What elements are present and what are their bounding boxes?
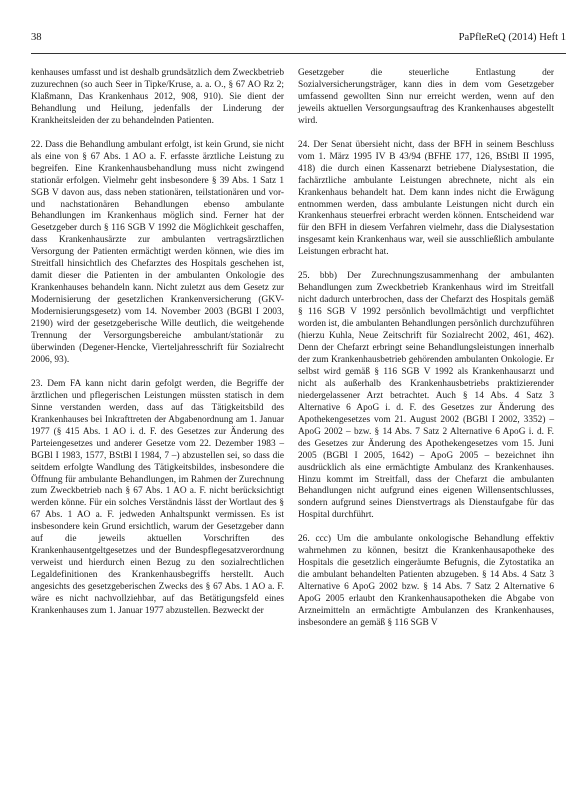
paragraph-22: 22. Dass die Behandlung ambulant erfolgt, ist kein Grund, sie nicht als eine von § 67 Abs. 1 AO a. F. erfasste ärztliche Leistung zu begreifen. Eine Krankenhausbehandlung muss nicht zwingend stationär erfolgen. Vielmehr geht insbesondere § 39 Abs. 1 Satz 1 SGB V davon aus, dass neben stationären, teilstationären und vor- und nachstationären Behandlungen ebenso ambulante Behandlungen im Krankenhaus möglich sind. Ferner hat der Gesetzgeber durch § 116 SGB V 1992 die Möglichkeit geschaffen, dass Krankenhausärzte zur ambulanten vertragsärztlichen Versorgung der Patienten ermächtigt werden können, wie dies im Streitfall hinsichtlich des Chefarztes des Hospitals geschehen ist, damit dieser die Patienten in der ambulanten Onkologie des Krankenhauses behandeln kann. Nicht zuletzt aus dem Gesetz zur Modernisierung der gesetzlichen Krankenversicherung (GKV-Modernisierungsgesetz) vom 14. November 2003 (BGBl I 2003, 2190) wird der gesetzgeberische Wille deutlich, die weitgehende Trennung der Versorgungsbereiche ambulant/stationär zu überwinden (Degener-Hencke, Vierteljahresschrift für Sozialrecht 2006, 93). <box>31 139 284 365</box>
paragraph-24: 24. Der Senat übersieht nicht, dass der BFH in seinem Beschluss vom 1. März 1995 IV B 43/94 (BFHE 177, 126, BStBl II 1995, 418) die durch einen Kassenarzt betriebene Dialysestation, die fachärztliche ambulante Leistungen abrechnete, nicht als ein Krankenhaus behandelt hat. Dem kann indes nicht die Erwägung entnommen werden, dass ambulante Leistungen nicht durch ein Krankenhaus steuerfrei erbracht werden können. Entscheidend war für den BFH in diesem Verfahren vielmehr, dass die Dialysestation insgesamt kein Krankenhaus war, weil sie ausschließlich ambulante Leistungen erbracht hat. <box>298 139 554 258</box>
paragraph-23: 23. Dem FA kann nicht darin gefolgt werden, die Begriffe der ärztlichen und pflegerischen Leistungen müssten statisch in dem Sinne verstanden werden, dass auf das Tätigkeitsbild des Krankenhauses bei Inkrafttreten der Abgabenordnung am 1. Januar 1977 (§ 415 Abs. 1 AO i. d. F. des Gesetzes zur Änderung des Parteiengesetzes und anderer Gesetze vom 22. Dezember 1983 – BGBl I 1983, 1577, BStBl I 1984, 7 –) abzustellen sei, so dass die seitdem erfolgte Wandlung des Tätigkeitsbildes, insbesondere die Öffnung für ambulante Behandlungen, im Rahmen der Zurechnung zum Zweckbetrieb nach § 67 Abs. 1 AO a. F. nicht berücksichtigt werden könne. Für ein solches Verständnis lässt der Wortlaut des § 67 Abs. 1 AO a. F. jedweden Anhaltspunkt vermissen. Es ist insbesondere kein Grund ersichtlich, warum der Gesetzgeber dann auf die jeweils aktuellen Vorschriften des Krankenhausentgeltgesetzes und der Bundespflegesatzverordnung verweist und hierdurch einen Bezug zu den sozialrechtlichen Legaldefinitionen des Krankenhausbegriffs herstellt. Auch angesichts des gesetzgeberischen Zwecks des § 67 Abs. 1 AO a. F. wäre es nicht nachvollziehbar, auf das Betätigungsfeld eines Krankenhauses zum 1. Januar 1977 abzustellen. Bezweckt der <box>31 378 284 616</box>
running-header <box>31 30 566 46</box>
right-column <box>298 68 554 642</box>
paragraph-continuation: kenhauses umfasst und ist deshalb grundsätzlich dem Zweckbetrieb zuzurechnen (so auch Seer in Tipke/Kruse, a. a. O., § 67 AO Rz 2; Klaßmann, Das Krankenhaus 2012, 908, 910). Sie dient der Behandlung und Heilung, jedenfalls der Linderung der Krankheitsleiden der zu behandelnden Patienten. <box>31 68 284 126</box>
page-number: 38 <box>31 32 42 43</box>
paragraph-25: 25. bbb) Der Zurechnungszusammenhang der ambulanten Behandlungen zum Zweckbetrieb Krankenhaus wird im Streitfall nicht dadurch unterbrochen, dass der Chefarzt des Hospitals gemäß § 116 SGB V 1992 persönlich bevollmächtigt und verpflichtet worden ist, die ambulanten Behandlungen persönlich durchzuführen (hierzu Kuhla, Neue Zeitschrift für Sozialrecht 2002, 461, 462). Denn der Chefarzt erbringt seine Behandlungsleistungen innerhalb der zum Krankenhausbetrieb gehörenden ambulanten Onkologie. Er selbst wird gemäß § 116 SGB V 1992 als Krankenhausarzt und nicht als außerhalb des Krankenhausbetriebs praktizierender niedergelassener Arzt betrachtet. Auch § 14 Abs. 4 Satz 3 Alternative 6 ApoG i. d. F. des Gesetzes zur Änderung des Apothekengesetzes vom 21. August 2002 (BGBl I 2002, 3352) – ApoG 2002 – bzw. § 14 Abs. 7 Satz 2 Alternative 6 ApoG i. d. F. des Gesetzes zur Änderung des Apothekengesetzes vom 15. Juni 2005 (BGBl I 2005, 1642) – ApoG 2005 – bezeichnet ihn ausdrücklich als eine ermächtigte Ambulanz des Krankenhauses. Hinzu kommt im Streitfall, dass der Chefarzt die ambulanten Behandlungen nicht aufgrund eines eigenen Willensentschlusses, sondern aufgrund seines Dienstvertrags als Dienstaufgabe für das Hospital durchführt. <box>298 271 554 521</box>
left-column <box>31 68 284 630</box>
header-rule <box>31 53 566 54</box>
paragraph-26: 26. ccc) Um die ambulante onkologische Behandlung effektiv wahrnehmen zu können, besitzt die Krankenhausapotheke des Hospitals die gesetzlich eingeräumte Befugnis, die Zytostatika an die ambulant behandelten Patienten abzugeben. § 14 Abs. 4 Satz 3 Alternative 6 ApoG 2002 bzw. § 14 Abs. 7 Satz 2 Alternative 6 ApoG 2005 erlaubt den Krankenhausapotheken die Abgabe von Arzneimitteln an ermächtigte Ambulanzen des Krankenhauses, insbesondere an gemäß § 116 SGB V <box>298 534 554 628</box>
paragraph-23-continued: Gesetzgeber die steuerliche Entlastung der Sozialversicherungsträger, kann dies in dem vom Gesetzgeber umfassend gewollten Sinn nur erreicht werden, wenn auf den jeweils aktuellen Versorgungsauftrag des Krankenhauses abgestellt wird. <box>298 68 554 126</box>
journal-title: PaPfleReQ (2014) Heft 1 <box>458 32 566 43</box>
